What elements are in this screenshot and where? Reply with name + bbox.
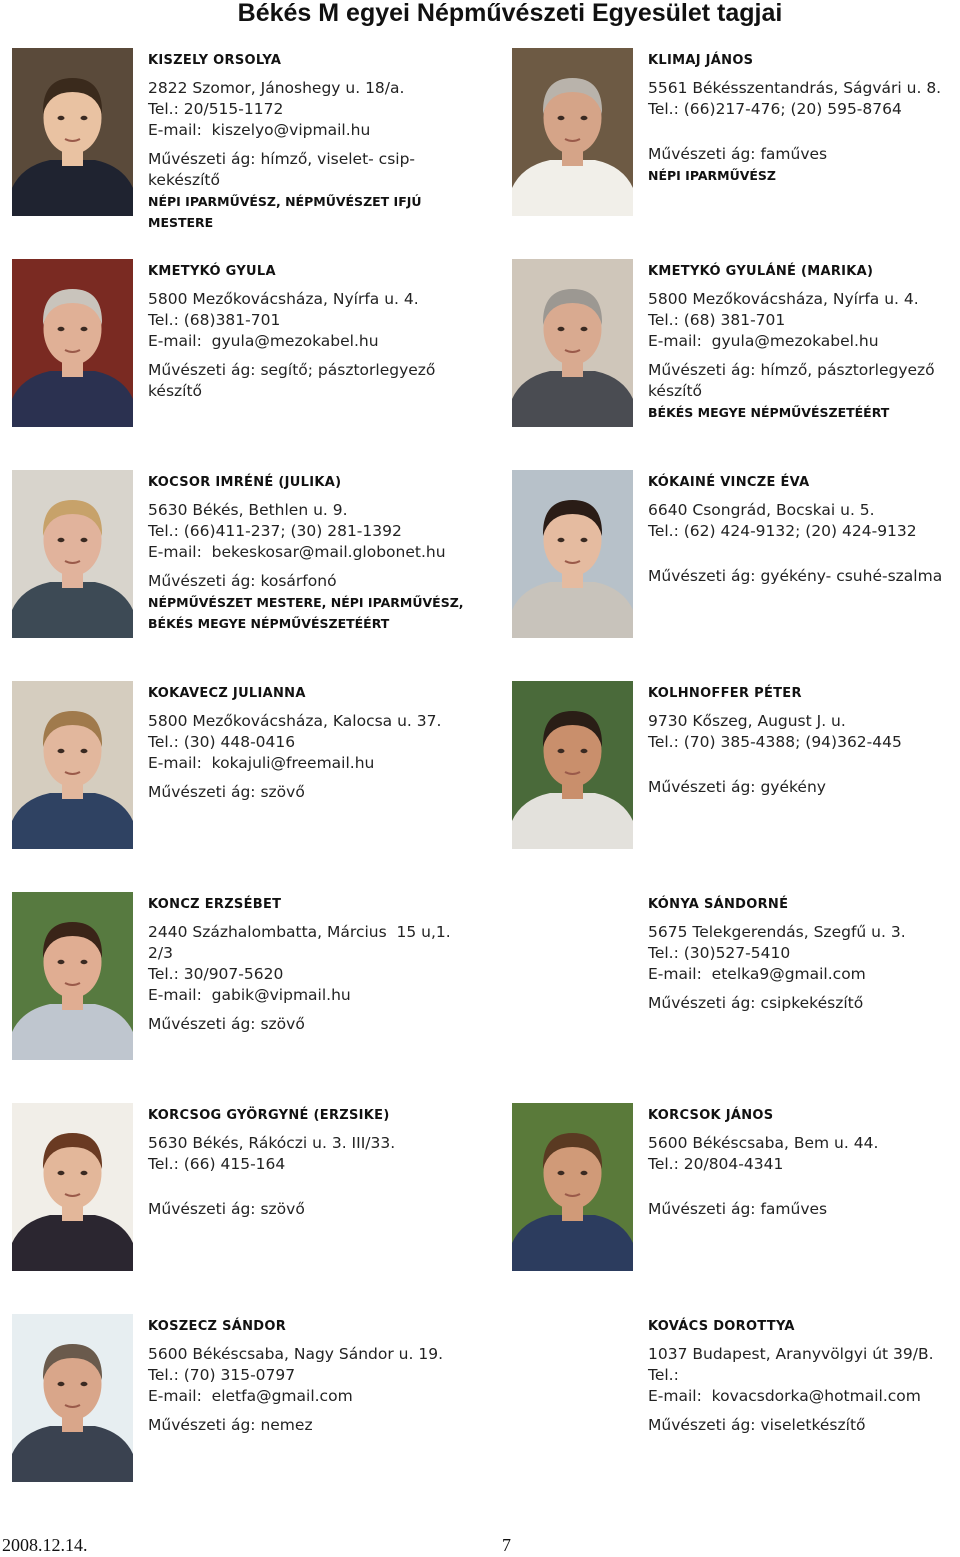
member-phone: Tel.: (30) 448-0416 bbox=[148, 733, 296, 751]
member-address: 5800 Mezőkovácsháza, Nyírfa u. 4. bbox=[148, 290, 419, 308]
member-address: 5675 Telekgerendás, Szegfű u. 3. bbox=[648, 923, 906, 941]
member-name: KOVÁCS DOROTTYA bbox=[648, 1319, 795, 1334]
member-entry bbox=[12, 259, 482, 429]
member-phone: Tel.: (68)381-701 bbox=[148, 311, 281, 329]
member-photo bbox=[512, 470, 633, 638]
member-art-branch: Művészeti ág: szövő bbox=[148, 1200, 305, 1218]
member-photo bbox=[12, 1314, 133, 1482]
member-art-branch-cont: készítő bbox=[148, 382, 203, 400]
member-address: 2440 Százhalombatta, Március 15 u,1. bbox=[148, 923, 451, 941]
member-email: E-mail: kokajuli@freemail.hu bbox=[148, 754, 375, 772]
member-address: 5800 Mezőkovácsháza, Kalocsa u. 37. bbox=[148, 712, 442, 730]
member-address: 5600 Békéscsaba, Bem u. 44. bbox=[648, 1134, 879, 1152]
member-art-branch: Művészeti ág: segítő; pásztorlegyező bbox=[148, 361, 436, 379]
member-entry bbox=[512, 1314, 960, 1484]
member-address: 5561 Békésszentandrás, Ságvári u. 8. bbox=[648, 79, 942, 97]
member-photo bbox=[512, 259, 633, 427]
member-email: E-mail: eletfa@gmail.com bbox=[148, 1387, 353, 1405]
member-email: E-mail: bekeskosar@mail.globonet.hu bbox=[148, 543, 446, 561]
member-entry bbox=[12, 1103, 482, 1273]
member-name: KLIMAJ JÁNOS bbox=[648, 53, 754, 68]
member-email: E-mail: etelka9@gmail.com bbox=[648, 965, 866, 983]
member-address: 5630 Békés, Rákóczi u. 3. III/33. bbox=[148, 1134, 396, 1152]
member-entry bbox=[512, 470, 960, 640]
member-photo bbox=[12, 48, 133, 216]
page-title: Békés M egyei Népművészeti Egyesület tagjai bbox=[237, 0, 783, 27]
page-number: 7 bbox=[502, 1535, 511, 1555]
member-address-cont: 2/3 bbox=[148, 944, 173, 962]
member-name: KOKAVECZ JULIANNA bbox=[148, 686, 306, 701]
member-award: NÉPI IPARMŰVÉSZ bbox=[648, 168, 776, 183]
member-phone: Tel.: 20/515-1172 bbox=[148, 100, 284, 118]
member-phone: Tel.: (66)411-237; (30) 281-1392 bbox=[148, 522, 402, 540]
member-info bbox=[148, 892, 488, 1035]
member-info bbox=[648, 1103, 960, 1220]
member-address: 1037 Budapest, Aranyvölgyi út 39/B. bbox=[648, 1345, 934, 1363]
member-address: 5800 Mezőkovácsháza, Nyírfa u. 4. bbox=[648, 290, 919, 308]
member-photo bbox=[12, 681, 133, 849]
member-name: KÓNYA SÁNDORNÉ bbox=[648, 897, 789, 912]
footer-date: 2008.12.14. bbox=[2, 1535, 88, 1555]
member-address: 5630 Békés, Bethlen u. 9. bbox=[148, 501, 348, 519]
member-phone: Tel.: (66)217-476; (20) 595-8764 bbox=[648, 100, 902, 118]
member-art-branch-cont: készítő bbox=[648, 382, 703, 400]
member-entry bbox=[12, 48, 482, 230]
member-name: KOCSOR IMRÉNÉ (JULIKA) bbox=[148, 475, 342, 490]
member-phone: Tel.: bbox=[648, 1366, 679, 1384]
member-email: E-mail: gyula@mezokabel.hu bbox=[648, 332, 879, 350]
member-art-branch: Művészeti ág: szövő bbox=[148, 783, 305, 801]
member-address: 2822 Szomor, Jánoshegy u. 18/a. bbox=[148, 79, 405, 97]
member-entry bbox=[512, 681, 960, 851]
member-info bbox=[148, 681, 488, 803]
member-phone: Tel.: (70) 315-0797 bbox=[148, 1366, 296, 1384]
member-name: KOSZECZ SÁNDOR bbox=[148, 1319, 287, 1334]
member-entry bbox=[512, 892, 960, 1062]
member-art-branch: Művészeti ág: faműves bbox=[648, 1200, 828, 1218]
member-art-branch: Művészeti ág: kosárfonó bbox=[148, 572, 337, 590]
member-name: KMETYKÓ GYULA bbox=[148, 264, 276, 279]
member-name: KORCSOG GYÖRGYNÉ (ERZSIKE) bbox=[148, 1108, 390, 1123]
member-info bbox=[648, 1314, 960, 1436]
member-phone: Tel.: (30)527-5410 bbox=[648, 944, 791, 962]
member-info bbox=[148, 1314, 488, 1436]
member-info bbox=[148, 48, 488, 233]
member-phone: Tel.: 30/907-5620 bbox=[148, 965, 284, 983]
member-info bbox=[148, 470, 488, 634]
member-name: KMETYKÓ GYULÁNÉ (MARIKA) bbox=[648, 264, 874, 279]
member-award: NÉPMŰVÉSZET MESTERE, NÉPI IPARMŰVÉSZ, bbox=[148, 595, 464, 610]
member-phone: Tel.: (62) 424-9132; (20) 424-9132 bbox=[648, 522, 917, 540]
member-art-branch-cont: kekészítő bbox=[148, 171, 220, 189]
member-photo bbox=[512, 48, 633, 216]
member-phone: Tel.: 20/804-4341 bbox=[648, 1155, 784, 1173]
member-art-branch: Művészeti ág: gyékény bbox=[648, 778, 826, 796]
member-email: E-mail: gabik@vipmail.hu bbox=[148, 986, 351, 1004]
member-name: KISZELY ORSOLYA bbox=[148, 53, 282, 68]
member-art-branch: Művészeti ág: csipkekészítő bbox=[648, 994, 864, 1012]
member-art-branch: Művészeti ág: hímző, pásztorlegyező bbox=[648, 361, 935, 379]
member-address: 5600 Békéscsaba, Nagy Sándor u. 19. bbox=[148, 1345, 444, 1363]
member-info bbox=[648, 681, 960, 798]
member-name: KÓKAINÉ VINCZE ÉVA bbox=[648, 475, 810, 490]
member-info bbox=[648, 892, 960, 1014]
member-name: KORCSOK JÁNOS bbox=[648, 1108, 774, 1123]
member-entry bbox=[512, 1103, 960, 1273]
member-photo bbox=[12, 892, 133, 1060]
member-art-branch: Művészeti ág: nemez bbox=[148, 1416, 313, 1434]
member-phone: Tel.: (70) 385-4388; (94)362-445 bbox=[648, 733, 902, 751]
member-award: NÉPI IPARMŰVÉSZ, NÉPMŰVÉSZET IFJÚ MESTERE bbox=[148, 194, 422, 230]
member-art-branch: Művészeti ág: viseletkészítő bbox=[648, 1416, 866, 1434]
member-email: E-mail: kiszelyo@vipmail.hu bbox=[148, 121, 371, 139]
member-entry bbox=[512, 48, 960, 218]
member-art-branch: Művészeti ág: hímző, viselet- csip- bbox=[148, 150, 416, 168]
member-address: 6640 Csongrád, Bocskai u. 5. bbox=[648, 501, 875, 519]
member-photo bbox=[512, 1103, 633, 1271]
member-address: 9730 Kőszeg, August J. u. bbox=[648, 712, 846, 730]
member-art-branch: Művészeti ág: szövő bbox=[148, 1015, 305, 1033]
member-art-branch: Művészeti ág: faműves bbox=[648, 145, 828, 163]
member-award-cont: BÉKÉS MEGYE NÉPMŰVÉSZETÉÉRT bbox=[148, 616, 390, 631]
member-photo bbox=[12, 470, 133, 638]
member-info bbox=[148, 259, 488, 402]
member-photo bbox=[12, 1103, 133, 1271]
member-phone: Tel.: (68) 381-701 bbox=[648, 311, 786, 329]
member-info bbox=[148, 1103, 488, 1220]
member-phone: Tel.: (66) 415-164 bbox=[148, 1155, 286, 1173]
member-entry bbox=[512, 259, 960, 429]
member-entry bbox=[12, 1314, 482, 1484]
member-email: E-mail: gyula@mezokabel.hu bbox=[148, 332, 379, 350]
member-email: E-mail: kovacsdorka@hotmail.com bbox=[648, 1387, 921, 1405]
member-info bbox=[648, 470, 960, 587]
member-entry bbox=[12, 470, 482, 640]
member-name: KONCZ ERZSÉBET bbox=[148, 897, 282, 912]
member-entry bbox=[12, 681, 482, 851]
member-info bbox=[648, 48, 960, 186]
member-photo bbox=[12, 259, 133, 427]
member-photo bbox=[512, 681, 633, 849]
member-art-branch: Művészeti ág: gyékény- csuhé-szalma bbox=[648, 567, 943, 585]
member-info bbox=[648, 259, 960, 423]
member-entry bbox=[12, 892, 482, 1062]
member-name: KOLHNOFFER PÉTER bbox=[648, 686, 802, 701]
member-award: BÉKÉS MEGYE NÉPMŰVÉSZETÉÉRT bbox=[648, 405, 890, 420]
